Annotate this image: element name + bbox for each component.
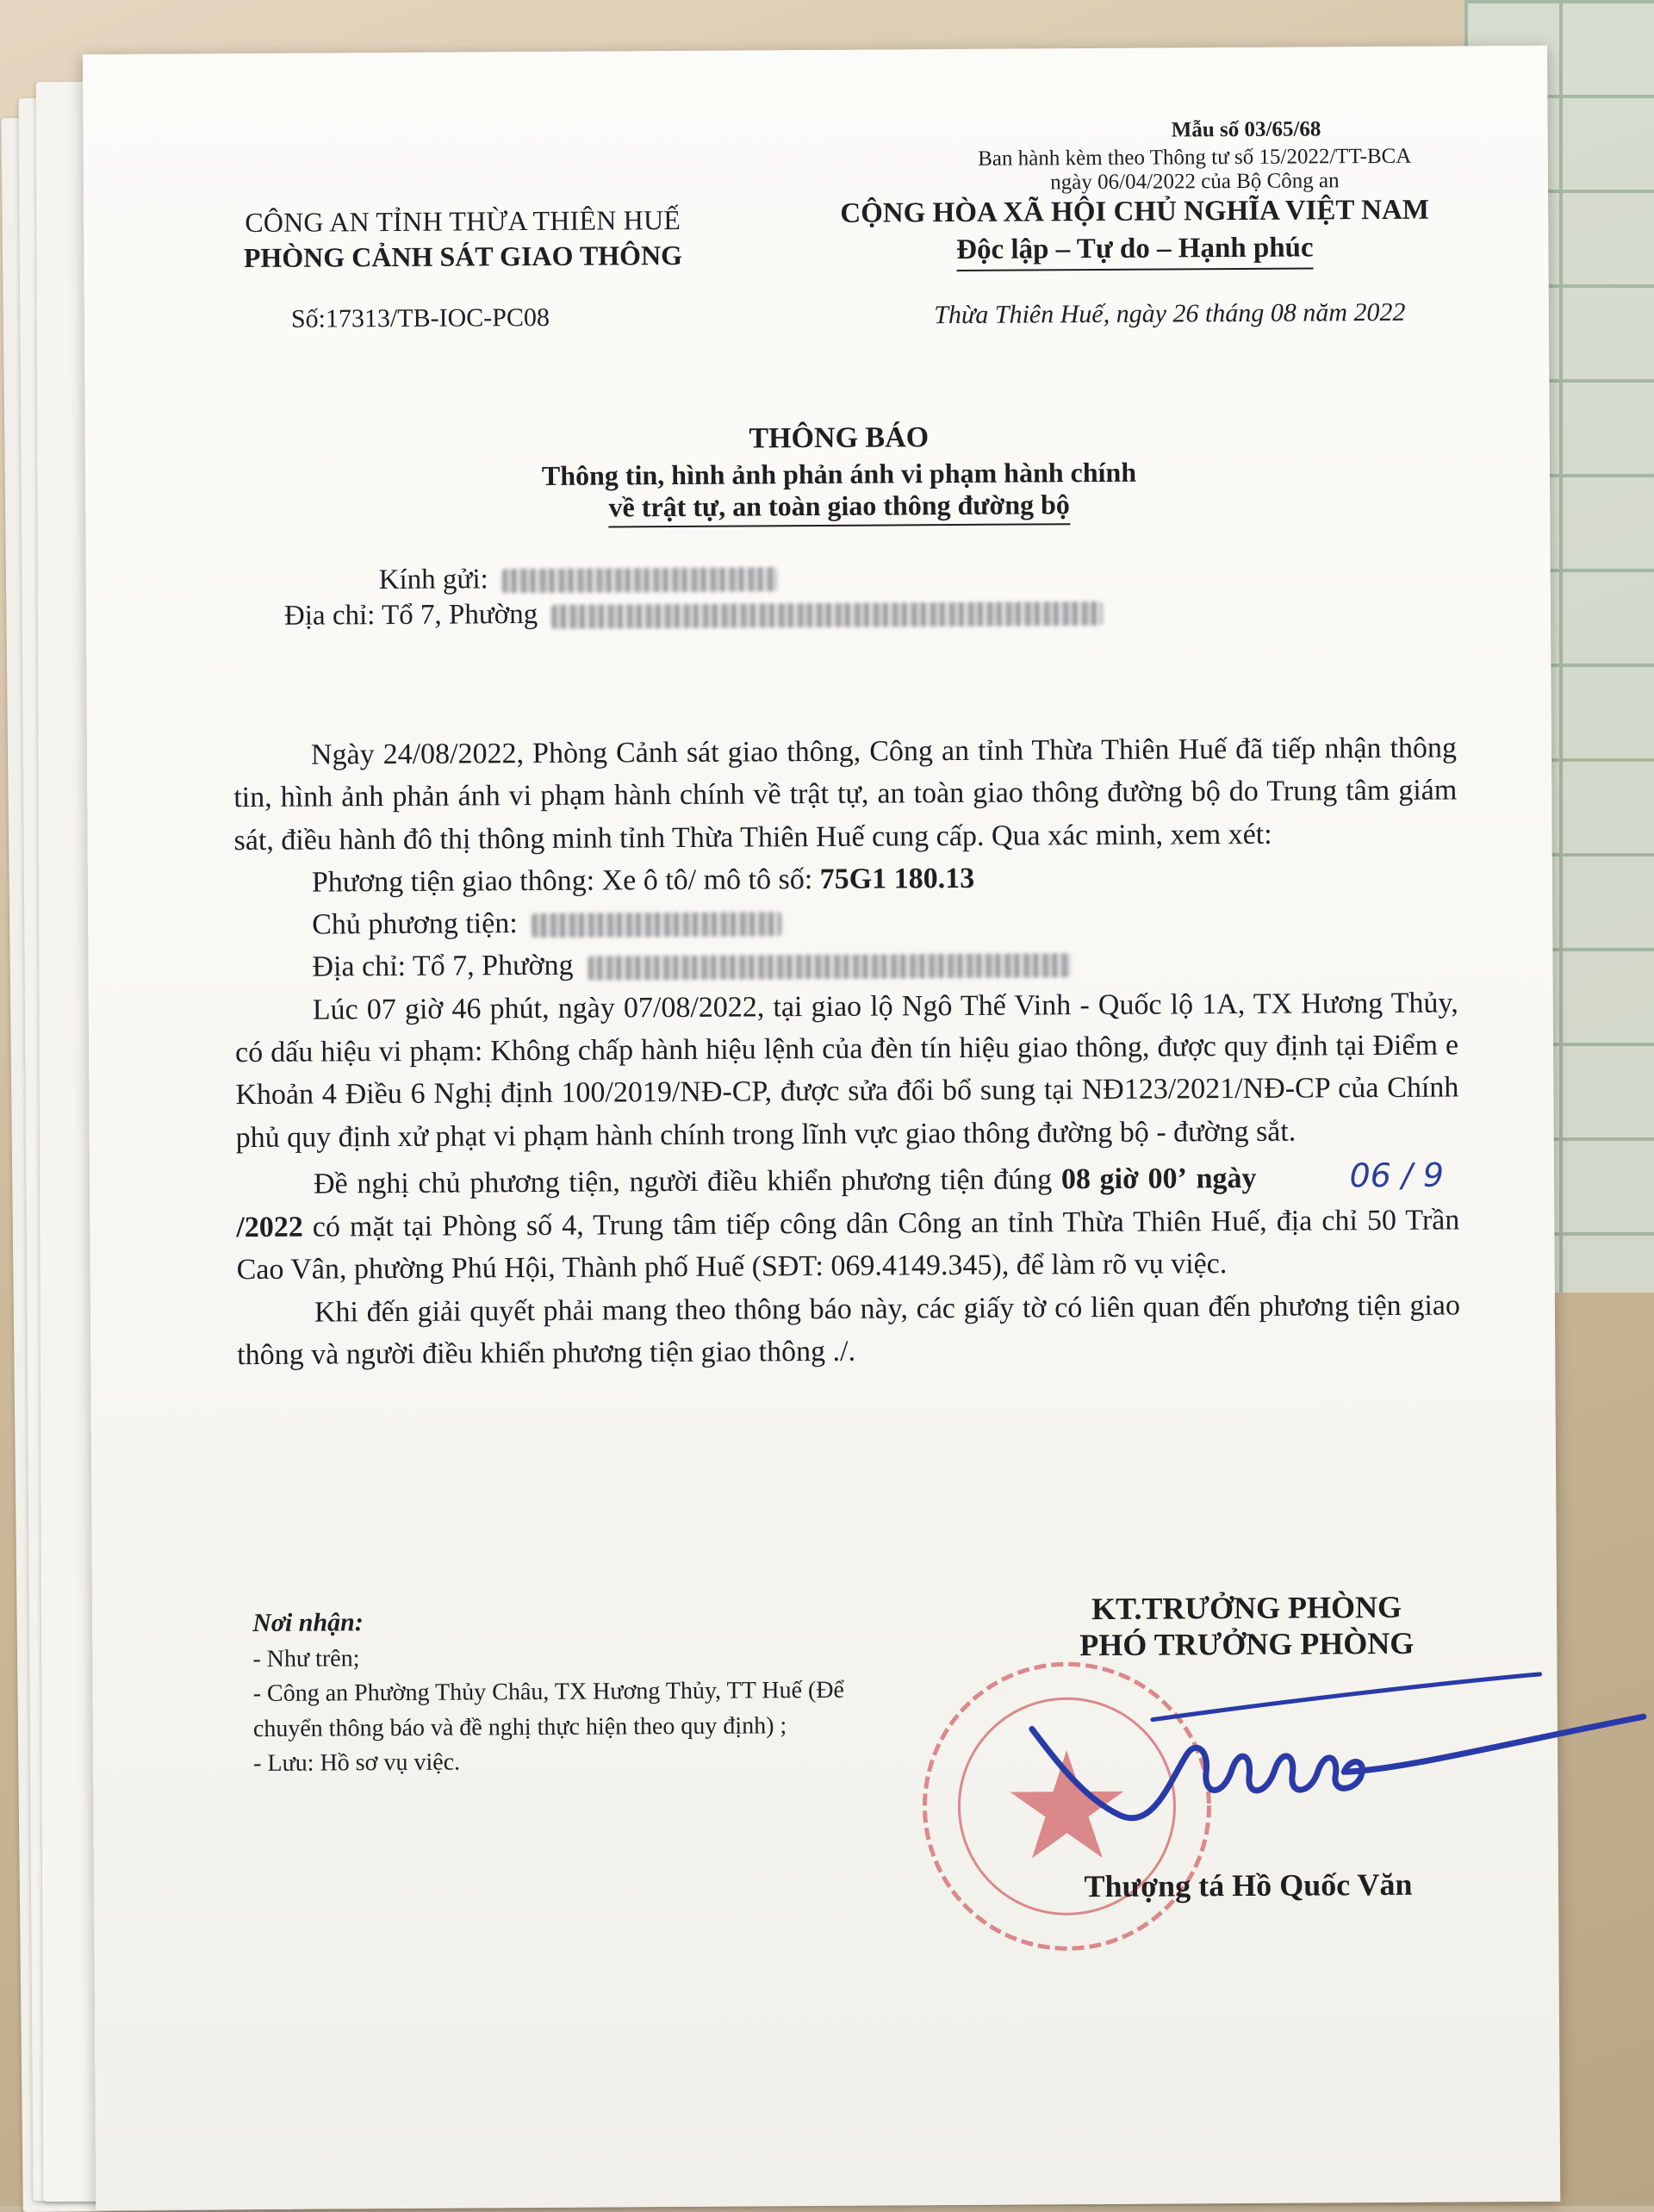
signer-role-2: PHÓ TRƯỞNG PHÒNG bbox=[1079, 1625, 1415, 1663]
request-lead: Đề nghị chủ phương tiện, người điều khiển phương tiện đúng bbox=[313, 1163, 1053, 1200]
owner-address-label: Địa chỉ: Tổ 7, Phường bbox=[312, 950, 574, 984]
recipient-block bbox=[283, 557, 1413, 634]
signer-block bbox=[954, 1588, 1540, 1664]
receivers-block bbox=[252, 1600, 908, 1782]
recipient-to-label: Kính gửi: bbox=[378, 564, 488, 596]
receiver-item: - Như trên; bbox=[252, 1644, 360, 1673]
signer-role-1: KT.TRƯỞNG PHÒNG bbox=[1091, 1589, 1402, 1627]
receiver-item: - Lưu: Hồ sơ vụ việc. bbox=[253, 1748, 461, 1778]
vehicle-label: Phương tiện giao thông: Xe ô tô/ mô tô số: bbox=[311, 863, 813, 899]
receiver-item: - Công an Phường Thủy Châu, TX Hương Thủy, TT Huế (Để chuyển thông báo và đề nghị thực hiện theo quy định) ; bbox=[252, 1676, 845, 1742]
redacted-owner-address bbox=[588, 953, 1070, 980]
document-subtitle-line2: về trật tự, an toàn giao thông đường bộ bbox=[608, 489, 1070, 527]
body-paragraph-intro: Ngày 24/08/2022, Phòng Cảnh sát giao thông, Công an tỉnh Thừa Thiên Huế đã tiếp nhận thông tin, hình ảnh phản ánh vi phạm hành chính về trật tự, an toàn giao thông đường bộ do Trung tâm giám sát, điều hành đô thị thông minh tỉnh Thừa Thiên Huế cung cấp. Qua xác minh, xem xét: bbox=[233, 732, 1458, 857]
document-title: THÔNG BÁO bbox=[749, 421, 930, 455]
closing-paragraph: Khi đến giải quyết phải mang theo thông báo này, các giấy tờ có liên quan đến phương tiện giao thông và người điều khiển phương tiện giao thông ./. bbox=[237, 1289, 1461, 1372]
document-subtitle-line1: Thông tin, hình ảnh phản ánh vi phạm hành chính bbox=[541, 456, 1137, 491]
national-header bbox=[773, 194, 1497, 272]
place-date: Thừa Thiên Huế, ngày 26 tháng 08 năm 2022 bbox=[934, 297, 1406, 330]
handwritten-signature bbox=[1023, 1665, 1654, 1841]
department-name: PHÒNG CẢNH SÁT GIAO THÔNG bbox=[243, 239, 683, 274]
owner-label: Chủ phương tiện: bbox=[312, 907, 518, 941]
handwritten-date: 06 / 9 bbox=[1349, 1156, 1445, 1195]
receivers-title: Nơi nhận: bbox=[252, 1608, 364, 1638]
form-number: Mẫu số 03/65/68 bbox=[1171, 117, 1321, 142]
owner-line bbox=[234, 897, 1458, 947]
vehicle-plate: 75G1 180.13 bbox=[819, 862, 975, 895]
redacted-owner-name bbox=[532, 913, 781, 938]
redacted-recipient-name bbox=[502, 568, 778, 594]
vehicle-line bbox=[234, 854, 1458, 904]
redacted-recipient-address bbox=[551, 601, 1103, 629]
document-number: Số:17313/TB-IOC-PC08 bbox=[290, 302, 550, 333]
agency-header bbox=[196, 204, 730, 275]
violation-paragraph: Lúc 07 giờ 46 phút, ngày 07/08/2022, tại giao lộ Ngô Thế Vinh - Quốc lộ 1A, TX Hương Thủy, có dấu hiệu vi phạm: Không chấp hành hiệu lệnh của đèn tín hiệu giao thông, được quy định tại Điểm e Khoản 4 Điều 6 Nghị định 100/2019/NĐ-CP, được sửa đổi bổ sung tại NĐ123/2021/NĐ-CP của Chính phủ quy định xử phạt vi phạm hành chính trong lĩnh vực giao thông đường bộ - đường sắt. bbox=[234, 987, 1459, 1154]
signer-name: Thượng tá Hồ Quốc Văn bbox=[1084, 1866, 1413, 1904]
nation-name: CỘNG HÒA XÃ HỘI CHỦ NGHĨA VIỆT NAM bbox=[840, 194, 1430, 229]
request-rest: có mặt tại Phòng số 4, Trung tâm tiếp công dân Công an tỉnh Thừa Thiên Huế, địa chỉ 50 Trần Cao Vân, phường Phú Hội, Thành phố Huế (SĐT: 069.4149.345), để làm rõ vụ việc. bbox=[236, 1204, 1460, 1287]
request-paragraph bbox=[236, 1151, 1460, 1291]
title-block bbox=[301, 419, 1378, 530]
notice-body bbox=[233, 726, 1461, 1376]
request-time: 08 giờ 00’ bbox=[1060, 1162, 1188, 1196]
agency-name: CÔNG AN TỈNH THỪA THIÊN HUẾ bbox=[245, 203, 681, 239]
request-year: /2022 bbox=[236, 1211, 303, 1244]
owner-address-line bbox=[234, 939, 1458, 989]
issued-with-line1: Ban hành kèm theo Thông tư số 15/2022/TT-BCA bbox=[978, 144, 1412, 171]
request-day-label: ngày bbox=[1196, 1162, 1257, 1195]
issued-with-line2: ngày 06/04/2022 của Bộ Công an bbox=[1050, 169, 1340, 195]
recipient-address-label: Địa chỉ: Tổ 7, Phường bbox=[283, 599, 538, 632]
national-motto: Độc lập – Tự do – Hạnh phúc bbox=[956, 232, 1314, 271]
notice-document bbox=[83, 46, 1560, 2210]
